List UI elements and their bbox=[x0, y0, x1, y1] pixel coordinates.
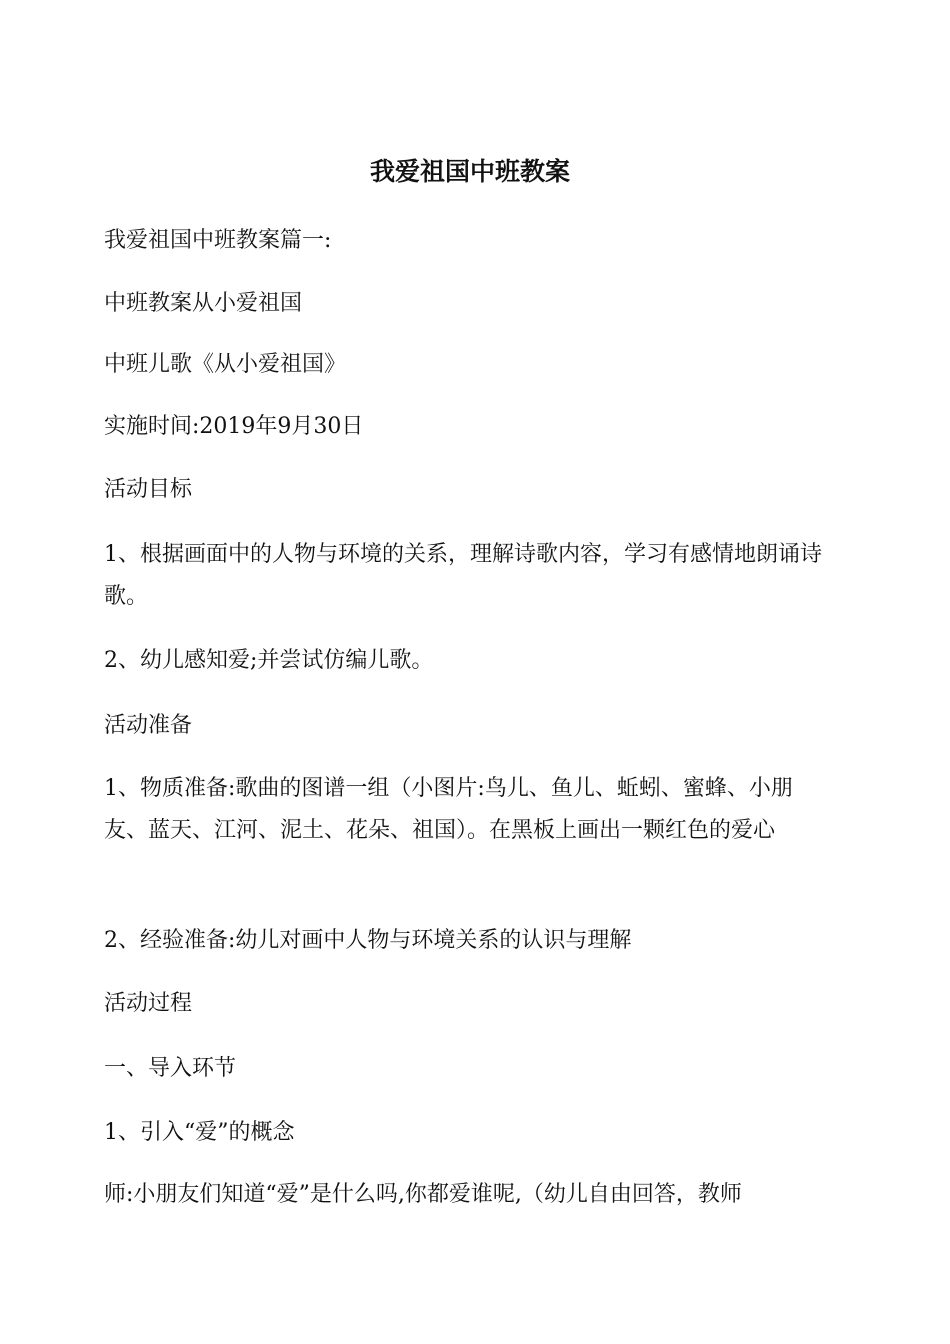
section-heading-goals: 活动目标 bbox=[104, 477, 193, 502]
paragraph-preparation-2: 2、经验准备:幼儿对画中人物与环境关系的认识与理解 bbox=[104, 928, 632, 953]
paragraph-teacher-question: 师:小朋友们知道“爱”是什么吗,你都爱谁呢,（幼儿自由回答，教师 bbox=[104, 1182, 742, 1207]
section-heading-preparation: 活动准备 bbox=[104, 713, 193, 738]
paragraph-goal-2: 2、幼儿感知爱;并尝试仿编儿歌。 bbox=[104, 648, 434, 673]
paragraph-goal-1: 1、根据画面中的人物与环境的关系，理解诗歌内容，学习有感情地朗诵诗歌。 bbox=[104, 542, 822, 609]
paragraph-lesson-name: 中班教案从小爱祖国 bbox=[104, 291, 303, 316]
document-title: 我爱祖国中班教案 bbox=[369, 157, 570, 186]
paragraph-introduce-love: 1、引入“爱”的概念 bbox=[104, 1120, 295, 1145]
paragraph-heading-part-one: 我爱祖国中班教案篇一: bbox=[104, 228, 332, 253]
paragraph-step-one: 一、导入环节 bbox=[104, 1056, 237, 1081]
paragraph-date: 实施时间:2019年9月30日 bbox=[104, 414, 364, 439]
paragraph-song-name: 中班儿歌《从小爱祖国》 bbox=[104, 352, 347, 377]
section-heading-process: 活动过程 bbox=[104, 991, 193, 1016]
paragraph-preparation-1: 1、物质准备:歌曲的图谱一组（小图片:鸟儿、鱼儿、蚯蚓、蜜蜂、小朋友、蓝天、江河、泥土、花朵、祖国）。在黑板上画出一颗红色的爱心 bbox=[104, 776, 793, 843]
